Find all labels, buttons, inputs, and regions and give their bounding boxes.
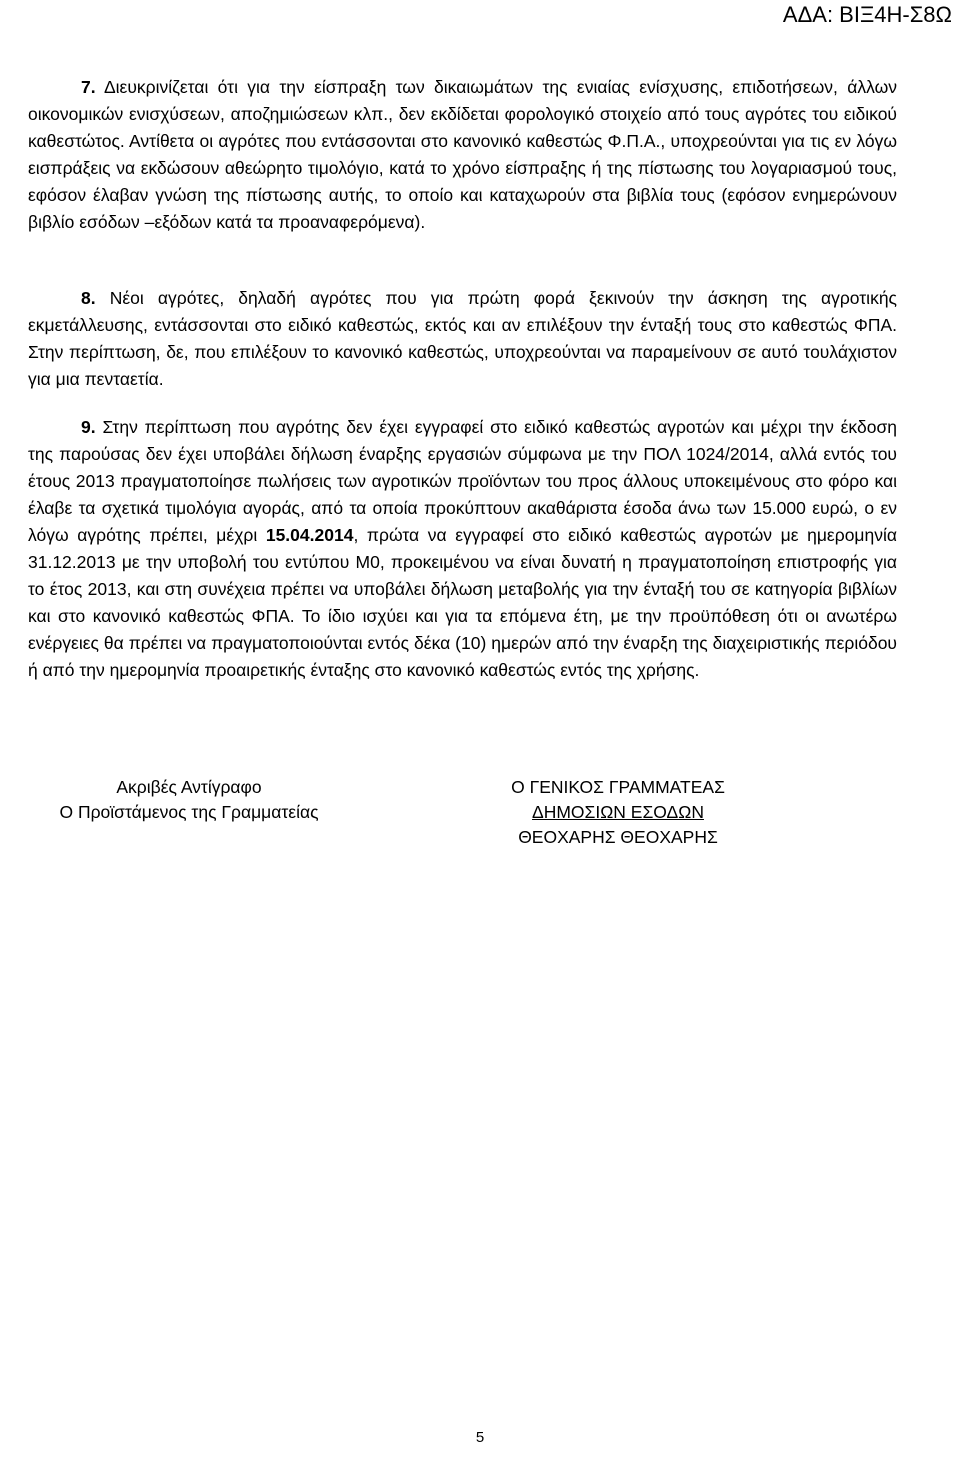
signatory-department: ΔΗΜΟΣΙΩΝ ΕΣΟΔΩΝ: [532, 802, 704, 822]
page-number: 5: [475, 1429, 485, 1446]
paragraph-number: 7.: [81, 77, 96, 97]
paragraph-text: Διευκρινίζεται ότι για την είσπραξη των δικαιωμάτων της ενιαίας ενίσχυσης, επιδοτήσεων, άλλων οικονομικών ενισχύσεων, αποζημιώσεων κλπ., δεν εκδίδεται φορολογικό στοιχείο από τους αγρότες του ειδικού καθεστώτος. Αντίθετα οι αγρότες που εντάσσονται στο κανονικό καθεστώς Φ.Π.Α., υποχρεούνται για τις εν λόγω εισπράξεις να εκδώσουν αθεώρητο τιμολόγιο, κατά το χρόνο είσπραξης ή της πίστωσης του λογαριασμού τους, εφόσον έλαβαν γνώση της πίστωσης αυτής, το οποίο και καταχωρούν στα βιβλία τους (εφόσον ενημερώνουν βιβλίο εσόδων –εξόδων κατά τα προαναφερόμενα).: [28, 77, 897, 232]
secretariat-head-label: Ο Προϊστάμενος της Γραμματείας: [59, 802, 319, 822]
signatory-name: ΘΕΟΧΑΡΗΣ ΘΕΟΧΑΡΗΣ: [518, 827, 718, 847]
deadline-date: 15.04.2014: [265, 525, 354, 545]
signature-left: [20, 775, 358, 825]
paragraph-number: 8.: [81, 288, 96, 308]
certified-copy-label: Ακριβές Αντίγραφο: [116, 777, 262, 797]
paragraph-text: Νέοι αγρότες, δηλαδή αγρότες που για πρώτη φορά ξεκινούν την άσκηση της αγροτικής εκμετάλλευσης, εντάσσονται στο ειδικό καθεστώς, εκτός και αν επιλέξουν την ένταξή τους στο καθεστώς ΦΠΑ. Στην περίπτωση, δε, που επιλέξουν το κανονικό καθεστώς, υποχρεούνται να παραμείνουν σε αυτό τουλάχιστον για μια πενταετία.: [28, 288, 897, 389]
signature-right: [437, 775, 799, 850]
paragraph-7: [28, 74, 897, 236]
paragraph-text-continued: , πρώτα να εγγραφεί στο ειδικό καθεστώς αγροτών με ημερομηνία 31.12.2013 με την υποβολή του εντύπου Μ0, προκειμένου να είναι δυνατή η πραγματοποίηση επιστροφής για το έτος 2013, και στη συνέχεια πρέπει να υποβάλει δήλωση μεταβολής για την ένταξή του σε κατηγορία βιβλίων και στο κανονικό καθεστώς ΦΠΑ. Το ίδιο ισχύει και για τα επόμενα έτη, με την προϋπόθεση ότι οι ανωτέρω ενέργειες θα πρέπει να πραγματοποιούνται εντός δέκα (10) ημερών από την έναρξη της διαχειριστικής περιόδου ή από την ημερομηνία προαιρετικής ένταξης στο κανονικό καθεστώς εντός της χρήσης.: [28, 525, 897, 680]
signatory-title: Ο ΓΕΝΙΚΟΣ ΓΡΑΜΜΑΤΕΑΣ: [511, 777, 725, 797]
paragraph-number: 9.: [81, 417, 96, 437]
paragraph-9: [28, 414, 897, 684]
paragraph-text: Στην περίπτωση που αγρότης δεν έχει εγγραφεί στο ειδικό καθεστώς αγροτών και μέχρι την έκδοση της παρούσας δεν έχει υποβάλει δήλωση έναρξης εργασιών σύμφωνα με την ΠΟΛ 1024/2014, αλλά εντός του έτους 2013 πραγματοποίησε πωλήσεις των αγροτικών προϊόντων του προς άλλους υποκειμένους στο φόρο και έλαβε τα σχετικά τιμολόγια αγοράς, από τα οποία προκύπτουν ακαθάριστα έσοδα άνω των 15.000 ευρώ, ο εν λόγω αγρότης πρέπει, μέχρι: [28, 417, 897, 545]
paragraph-8: [28, 285, 897, 393]
ada-code: ΑΔΑ: ΒΙΞ4Η-Σ8Ω: [782, 2, 952, 27]
